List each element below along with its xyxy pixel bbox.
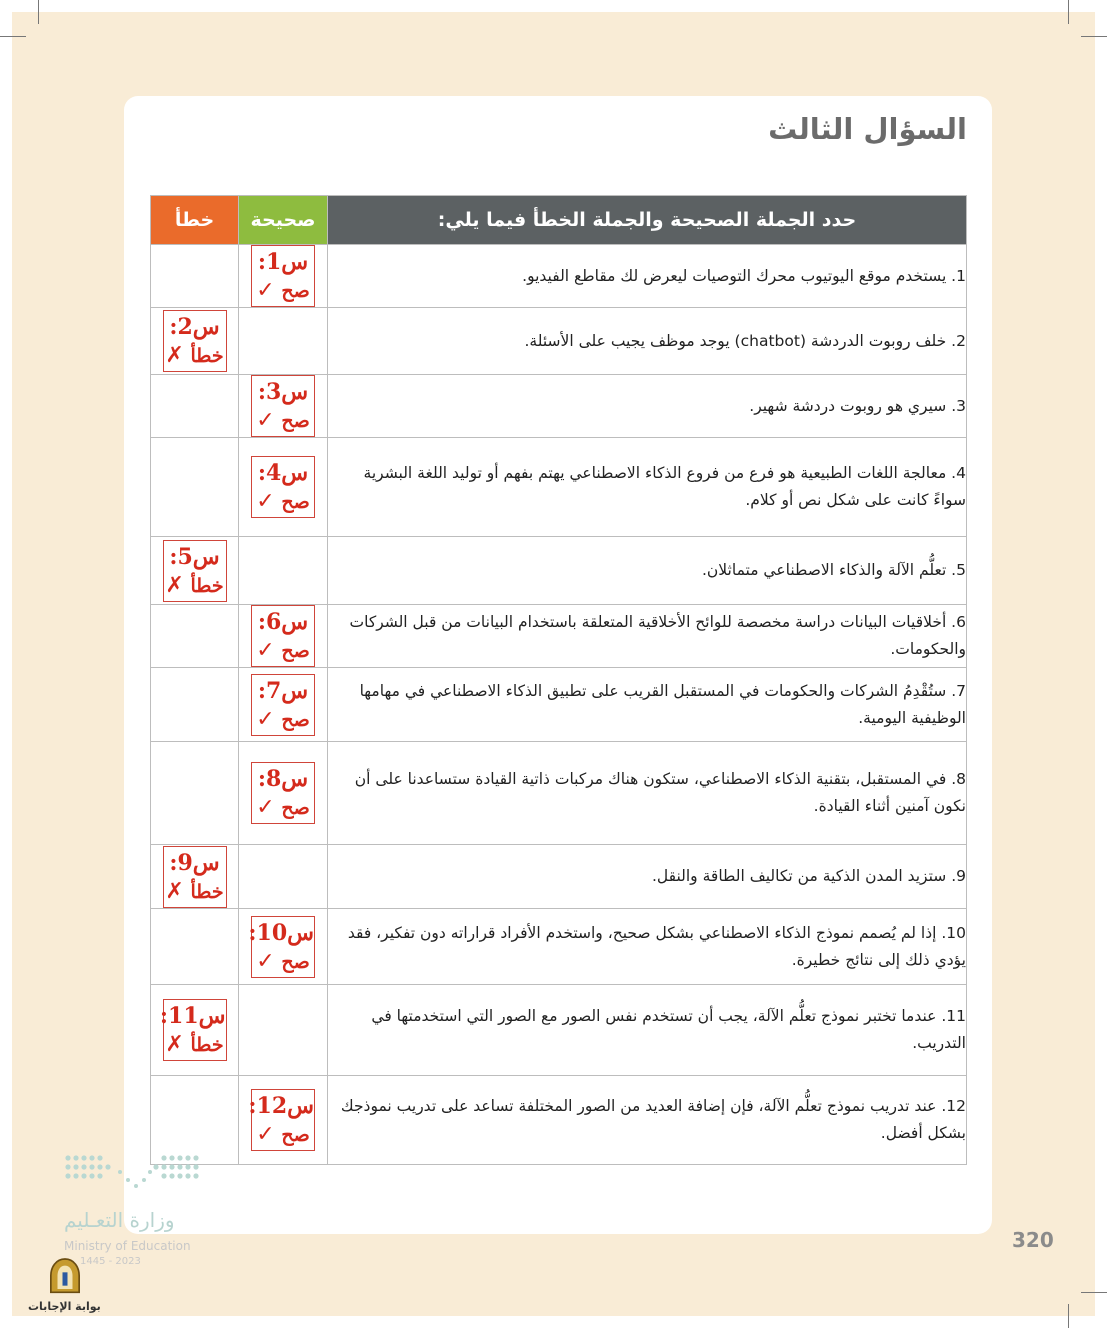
statement-cell: 12. عند تدريب نموذج تعلُّم الآلة، فإن إضافة العديد من الصور المختلفة تساعد على تدريب نموذجك بشكل أفضل.: [328, 1076, 967, 1165]
answer-mark-value: [164, 573, 226, 598]
check-mark-icon: ✓: [256, 948, 275, 974]
ministry-name-english: Ministry of Education: [64, 1239, 191, 1253]
true-cell: [239, 438, 328, 537]
statement-cell: 7. ستُقْدِمُ الشركات والحكومات في المستقبل القريب على تطبيق الذكاء الاصطناعي في مهامها الوظيفية اليومية.: [328, 668, 967, 742]
answer-mark-value-text: خطأ: [190, 345, 224, 367]
answer-mark-question: س4:: [257, 460, 309, 486]
true-cell: [239, 742, 328, 845]
false-cell: [151, 605, 239, 668]
answer-mark: [163, 540, 227, 602]
true-cell: [239, 375, 328, 438]
answer-mark-question: س7:: [257, 677, 309, 704]
statement-cell: 10. إذا لم يُصمم نموذج الذكاء الاصطناعي بشكل صحيح، واستخدم الأفراد قراراته دون تفكير، فقد يؤدي ذلك إلى نتائج خطيرة.: [328, 909, 967, 985]
false-cell: [151, 668, 239, 742]
statement-cell: 9. ستزيد المدن الذكية من تكاليف الطاقة والنقل.: [328, 845, 967, 909]
cross-mark-icon: ✗: [165, 1032, 184, 1057]
answer-mark: [248, 1089, 315, 1151]
answer-mark-value-text: خطأ: [190, 880, 224, 903]
statement-cell: 1. يستخدم موقع اليوتيوب محرك التوصيات ليعرض لك مقاطع الفيديو.: [328, 245, 967, 308]
table-row: [151, 985, 967, 1076]
crop-mark: [1068, 1304, 1069, 1328]
check-mark-icon: ✓: [256, 489, 275, 514]
header-false: خطأ: [151, 196, 239, 245]
true-cell: [239, 245, 328, 308]
answers-portal-logo-icon: [30, 1254, 100, 1304]
true-cell: [239, 845, 328, 909]
answer-mark-value-text: صح: [281, 950, 310, 973]
true-cell: [239, 605, 328, 668]
false-cell: [151, 308, 239, 375]
check-mark-icon: ✓: [256, 278, 275, 303]
statement-cell: 8. في المستقبل، بتقنية الذكاء الاصطناعي، ستكون هناك مركبات ذاتية القيادة ستساعدنا على أن نكون آمنين أثناء القيادة.: [328, 742, 967, 845]
table-row: [151, 537, 967, 605]
answer-mark-question: س11:: [159, 1003, 226, 1029]
table-row: [151, 909, 967, 985]
answer-mark-value: [164, 343, 226, 368]
answer-mark-value: [252, 278, 314, 303]
answer-mark-value: [252, 795, 314, 820]
answer-mark-value-text: خطأ: [190, 1034, 224, 1056]
table-row: [151, 1076, 967, 1165]
crop-mark: [1068, 0, 1069, 24]
statement-cell: 5. تعلُّم الآلة والذكاء الاصطناعي متماثلان.: [328, 537, 967, 605]
false-cell: [151, 537, 239, 605]
answer-mark-question: س5:: [169, 543, 220, 570]
table-row: [151, 668, 967, 742]
answer-mark-value-text: صح: [281, 410, 310, 432]
cross-mark-icon: ✗: [165, 572, 184, 598]
false-cell: [151, 375, 239, 438]
answer-mark-value: [252, 1122, 314, 1147]
answer-mark-value-text: صح: [281, 640, 310, 662]
answer-mark: [248, 916, 315, 978]
crop-mark: [1081, 36, 1107, 37]
answer-mark: [251, 456, 315, 518]
answer-mark-value-text: صح: [281, 797, 310, 819]
true-cell: [239, 537, 328, 605]
answer-mark-question: س2:: [169, 314, 220, 340]
header-statement: حدد الجملة الصحيحة والجملة الخطأ فيما يلي:: [328, 196, 967, 245]
statement-cell: 3. سيري هو روبوت دردشة شهير.: [328, 375, 967, 438]
crop-mark: [38, 0, 39, 24]
true-cell: [239, 308, 328, 375]
header-true: صحيحة: [239, 196, 328, 245]
table-row: [151, 845, 967, 909]
answer-mark: [163, 846, 227, 908]
false-cell: [151, 742, 239, 845]
false-cell: [151, 438, 239, 537]
check-mark-icon: ✓: [256, 795, 275, 820]
statement-cell: 11. عندما تختبر نموذج تعلُّم الآلة، يجب أن تستخدم نفس الصور مع الصور التي استخدمتها في التدريب.: [328, 985, 967, 1076]
answer-mark-value-text: صح: [281, 280, 310, 302]
true-cell: [239, 1076, 328, 1165]
check-mark-icon: ✓: [256, 706, 275, 732]
answer-mark-value: [252, 707, 314, 732]
true-cell: [239, 909, 328, 985]
page-number: 320: [1012, 1228, 1054, 1252]
answer-mark-value: [164, 879, 226, 904]
answer-mark-value: [252, 949, 314, 974]
answer-mark-value-text: صح: [281, 491, 310, 513]
false-cell: [151, 845, 239, 909]
page-title: السؤال الثالث: [768, 112, 967, 146]
answer-mark-question: س1:: [257, 249, 309, 275]
cross-mark-icon: ✗: [165, 878, 184, 904]
false-cell: [151, 245, 239, 308]
statement-cell: 6. أخلاقيات البيانات دراسة مخصصة للوائح الأخلاقية المتعلقة باستخدام البيانات من قبل الشركات والحكومات.: [328, 605, 967, 668]
answer-mark: [251, 674, 315, 736]
ministry-name-arabic: وزارة التعـليم: [64, 1208, 175, 1232]
statement-cell: 4. معالجة اللغات الطبيعية هو فرع من فروع الذكاء الاصطناعي يهتم بفهم أو توليد اللغة البشرية سواءً كانت على شكل نص أو كلام.: [328, 438, 967, 537]
answer-mark-value-text: صح: [281, 708, 310, 731]
check-mark-icon: ✓: [256, 638, 275, 663]
false-cell: [151, 909, 239, 985]
answer-mark-value: [252, 408, 314, 433]
check-mark-icon: ✓: [256, 1122, 275, 1147]
question-table: [150, 195, 967, 1165]
table-row: [151, 245, 967, 308]
statement-cell: 2. خلف روبوت الدردشة (chatbot) يوجد موظف يجيب على الأسئلة.: [328, 308, 967, 375]
crop-mark: [1081, 1292, 1107, 1293]
table-row: [151, 308, 967, 375]
table-row: [151, 375, 967, 438]
table-row: [151, 605, 967, 668]
answer-mark: [251, 605, 315, 667]
cross-mark-icon: ✗: [165, 343, 184, 368]
answer-mark-value: [252, 638, 314, 663]
answers-portal-label: بوابة الإجابات: [28, 1300, 101, 1313]
false-cell: [151, 985, 239, 1076]
answer-mark-value: [164, 1032, 226, 1057]
answer-mark-value-text: صح: [281, 1124, 310, 1146]
answer-mark-question: س6:: [257, 609, 309, 635]
answer-mark-value: [252, 489, 314, 514]
true-cell: [239, 668, 328, 742]
answer-mark-question: س12:: [248, 1093, 314, 1119]
check-mark-icon: ✓: [256, 408, 275, 433]
answer-mark-question: س10:: [248, 919, 314, 946]
answer-mark-question: س3:: [257, 379, 309, 405]
answer-mark-value-text: خطأ: [190, 574, 224, 597]
answer-mark: [163, 310, 227, 372]
answer-mark-question: س8:: [257, 766, 309, 792]
true-cell: [239, 985, 328, 1076]
answer-mark: [251, 762, 315, 824]
ministry-logo-icon: [60, 1150, 210, 1210]
answer-mark: [251, 245, 315, 307]
ministry-year: 1445 - 2023: [80, 1256, 141, 1267]
answer-mark: [251, 375, 315, 437]
answer-mark-question: س9:: [169, 849, 220, 876]
table-row: [151, 438, 967, 537]
table-row: [151, 742, 967, 845]
answer-mark: [159, 999, 227, 1061]
crop-mark: [0, 36, 26, 37]
